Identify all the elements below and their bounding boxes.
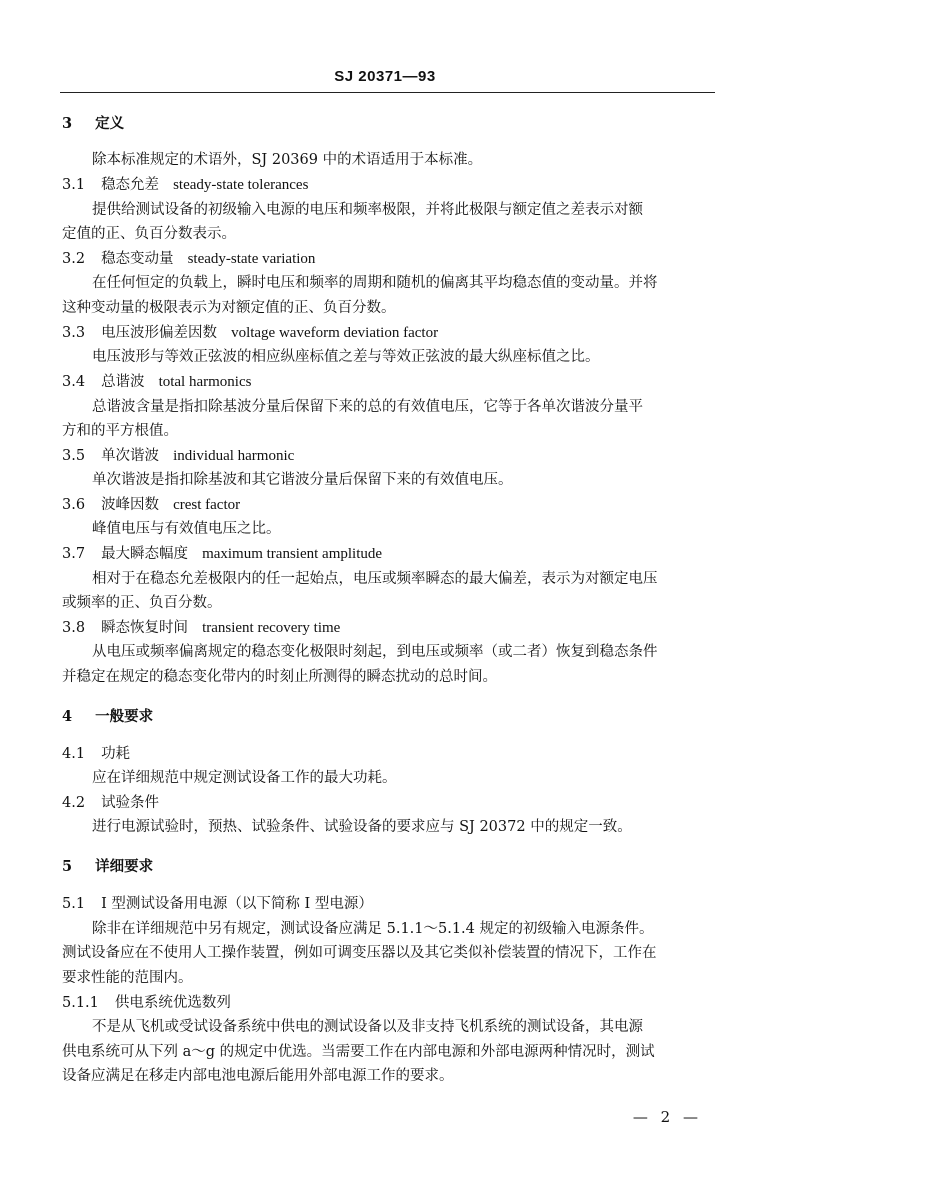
- term-chinese: 稳态允差: [101, 177, 160, 193]
- term-english: voltage waveform deviation factor: [231, 325, 439, 341]
- section-3-heading: [62, 114, 124, 134]
- term-3-4-definition-line: 方和的平方根值。: [62, 423, 178, 439]
- term-3-2-heading: [62, 249, 315, 269]
- section-3-intro: 除本标准规定的术语外，SJ 20369 中的术语适用于本标准。: [92, 152, 483, 168]
- clause-5-1-1-text-line: 供电系统可从下列 a～g 的规定中优选。当需要工作在内部电源和外部电源两种情况时，测试: [62, 1044, 655, 1060]
- term-chinese: 最大瞬态幅度: [101, 546, 189, 562]
- term-chinese: 瞬态恢复时间: [101, 620, 189, 636]
- clause-4-1-heading: [62, 744, 130, 764]
- term-3-5-definition-line: 单次谐波是指扣除基波和其它谐波分量后保留下来的有效值电压。: [92, 472, 513, 488]
- section-4-heading: [62, 707, 153, 727]
- clause-title: 试验条件: [101, 795, 160, 811]
- term-3-1-definition-line: 定值的正、负百分数表示。: [62, 226, 236, 242]
- term-number: 3.2: [62, 251, 86, 267]
- term-3-2-definition-line: 这种变动量的极限表示为对额定值的正、负百分数。: [62, 300, 396, 316]
- term-3-1-definition-line: 提供给测试设备的初级输入电源的电压和频率极限，并将此极限与额定值之差表示对额: [92, 202, 643, 218]
- term-3-5-heading: [62, 446, 294, 466]
- clause-number: 4.2: [62, 795, 86, 811]
- term-3-3-definition-line: 电压波形与等效正弦波的相应纵座标值之差与等效正弦波的最大纵座标值之比。: [92, 349, 600, 365]
- clause-5-1-1-text-line: 设备应满足在移走内部电池电源后能用外部电源工作的要求。: [62, 1068, 454, 1084]
- term-3-7-definition-line: 或频率的正、负百分数。: [62, 595, 222, 611]
- term-chinese: 单次谐波: [101, 448, 160, 464]
- header-rule: [60, 92, 715, 93]
- term-3-6-definition-line: 峰值电压与有效值电压之比。: [92, 521, 281, 537]
- term-3-8-definition-line: 并稳定在规定的稳态变化带内的时刻止所测得的瞬态扰动的总时间。: [62, 669, 497, 685]
- page-number: — 2 —: [632, 1108, 702, 1126]
- term-3-2-definition-line: 在任何恒定的负载上，瞬时电压和频率的周期和随机的偏离其平均稳态值的变动量。并将: [92, 275, 658, 291]
- term-3-8-definition-line: 从电压或频率偏离规定的稳态变化极限时刻起，到电压或频率（或二者）恢复到稳态条件: [92, 644, 658, 660]
- section-number: 5: [62, 858, 73, 875]
- section-title: 定义: [95, 115, 125, 132]
- clause-4-2-text: 进行电源试验时，预热、试验条件、试验设备的要求应与 SJ 20372 中的规定一致。: [92, 819, 632, 835]
- clause-5-1-1-text-line: 不是从飞机或受试设备系统中供电的测试设备以及非支持飞机系统的测试设备，其电源: [92, 1019, 643, 1035]
- term-number: 3.7: [62, 546, 86, 562]
- term-3-4-heading: [62, 372, 251, 392]
- term-3-4-definition-line: 总谐波含量是指扣除基波分量后保留下来的总的有效值电压，它等于各单次谐波分量平: [92, 399, 643, 415]
- term-number: 3.4: [62, 374, 86, 390]
- term-number: 3.3: [62, 325, 86, 341]
- term-english: crest factor: [173, 497, 241, 513]
- clause-number: 4.1: [62, 746, 86, 762]
- clause-4-1-text: 应在详细规范中规定测试设备工作的最大功耗。: [92, 770, 397, 786]
- clause-title: 功耗: [101, 746, 131, 762]
- term-chinese: 电压波形偏差因数: [101, 325, 218, 341]
- clause-5-1-text-line: 要求性能的范围内。: [62, 970, 193, 986]
- clause-title: I 型测试设备用电源（以下简称 I 型电源）: [101, 896, 373, 912]
- term-3-7-definition-line: 相对于在稳态允差极限内的任一起始点，电压或频率瞬态的最大偏差，表示为对额定电压: [92, 571, 658, 587]
- term-english: individual harmonic: [173, 448, 295, 464]
- term-3-6-heading: [62, 495, 240, 515]
- clause-5-1-text-line: 测试设备应在不使用人工操作装置，例如可调变压器以及其它类似补偿装置的情况下，工作在: [62, 945, 657, 961]
- term-english: steady-state variation: [187, 251, 316, 267]
- term-number: 3.6: [62, 497, 86, 513]
- term-3-7-heading: [62, 544, 382, 564]
- term-english: steady-state tolerances: [173, 177, 309, 193]
- section-title: 详细要求: [95, 858, 154, 875]
- clause-number: 5.1: [62, 896, 86, 912]
- term-chinese: 波峰因数: [101, 497, 160, 513]
- clause-title: 供电系统优选数列: [114, 995, 231, 1011]
- term-number: 3.8: [62, 620, 86, 636]
- term-chinese: 总谐波: [101, 374, 145, 390]
- clause-4-2-heading: [62, 793, 159, 813]
- section-number: 3: [62, 115, 73, 132]
- term-english: transient recovery time: [202, 620, 341, 636]
- header-standard-code: SJ 20371—93: [334, 68, 436, 85]
- term-english: total harmonics: [158, 374, 252, 390]
- term-english: maximum transient amplitude: [202, 546, 383, 562]
- section-title: 一般要求: [95, 708, 154, 725]
- term-3-3-heading: [62, 323, 438, 343]
- term-3-8-heading: [62, 618, 340, 638]
- term-number: 3.1: [62, 177, 86, 193]
- clause-number: 5.1.1: [62, 995, 99, 1011]
- section-number: 4: [62, 708, 73, 725]
- section-5-heading: [62, 857, 153, 877]
- clause-5-1-text-line: 除非在详细规范中另有规定，测试设备应满足 5.1.1～5.1.4 规定的初级输入电源条件。: [92, 921, 654, 937]
- term-chinese: 稳态变动量: [101, 251, 174, 267]
- term-3-1-heading: [62, 175, 308, 195]
- term-number: 3.5: [62, 448, 86, 464]
- clause-5-1-1-heading: [62, 993, 231, 1013]
- clause-5-1-heading: [62, 894, 373, 914]
